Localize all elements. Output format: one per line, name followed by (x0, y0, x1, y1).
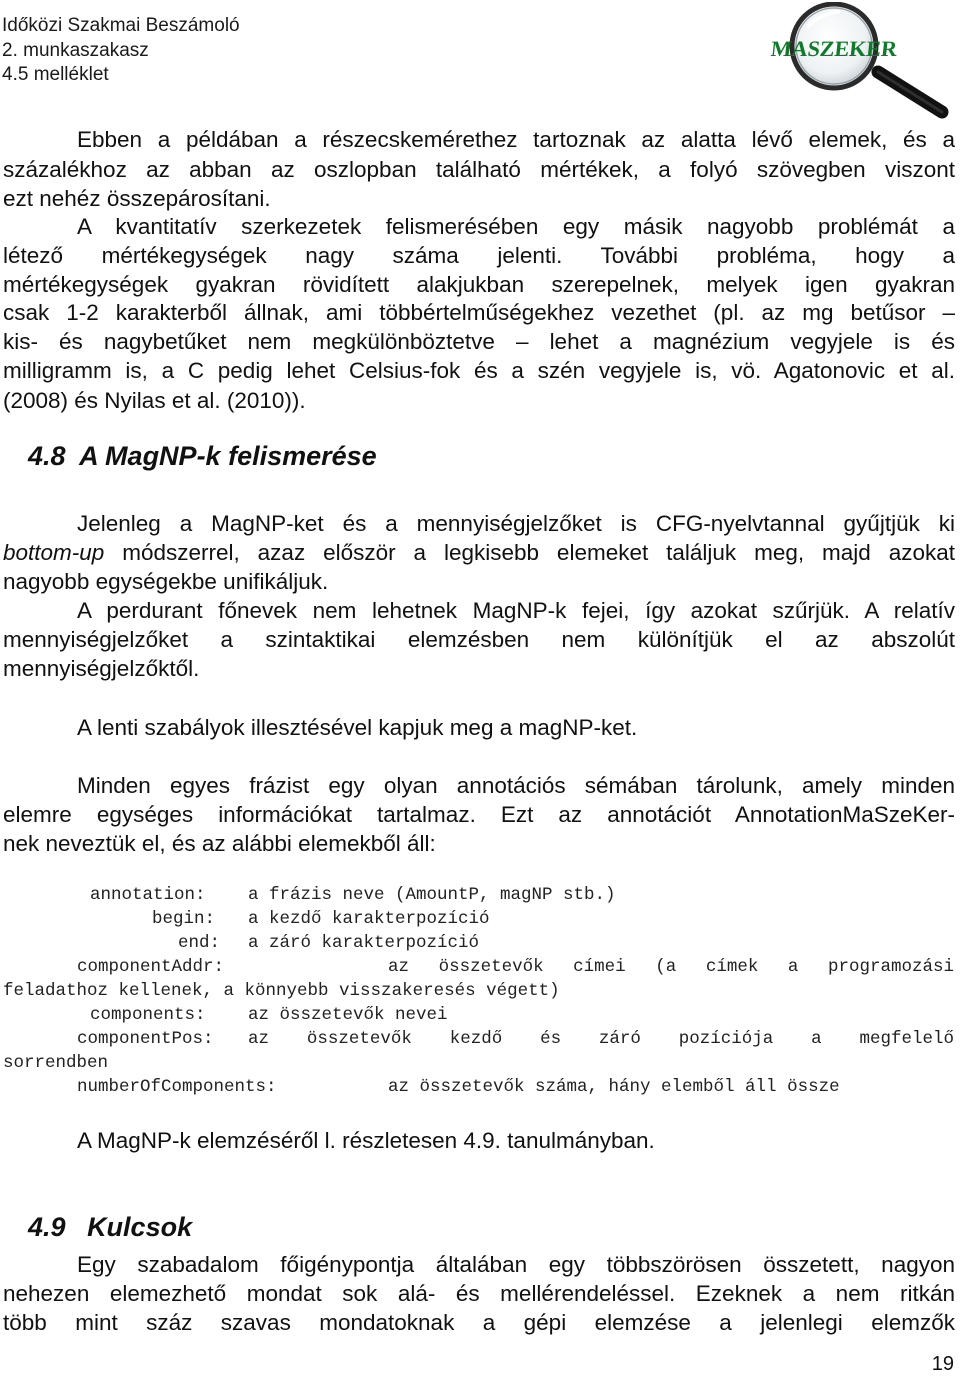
header-appendix: 4.5 melléklet (2, 64, 109, 85)
schema-desc: a kezdő karakterpozíció (248, 909, 490, 929)
text-line: milligramm is, a C pedig lehet Celsius-fok és a szén vegyjele is, vö. Agatonovic et al. (3, 358, 955, 383)
schema-key: components: (90, 1005, 206, 1025)
text-line: mennyiségjelzőktől. (3, 656, 200, 681)
text-line: Minden egyes frázist egy olyan annotációs sémában tárolunk, amely minden (77, 773, 955, 798)
text-line: ezt nehéz összepárosítani. (3, 186, 271, 211)
section-heading-4-9 (28, 1211, 192, 1243)
schema-desc-cont: feladathoz kellenek, a könnyebb visszakeresés végett) (3, 981, 560, 1001)
text-line: elemre egységes információkat tartalmaz. Ezt az annotációt AnnotationMaSzeKer- (3, 802, 955, 827)
text-line: bottom-up módszerrel, azaz először a legkisebb elemeket találjuk meg, majd azokat (3, 540, 955, 565)
text-line: százalékhoz az abban az oszlopban található mértékek, a folyó szövegben viszont (3, 157, 955, 182)
schema-key: componentAddr: (77, 957, 225, 977)
text-line: nagyobb egységekbe unifikáljuk. (3, 569, 329, 594)
header-title: Időközi Szakmai Beszámoló (2, 15, 240, 36)
text-line: kis- és nagybetűket nem megkülönböztetve – lehet a magnézium vegyjele is és (3, 329, 955, 354)
schema-desc: az összetevők nevei (248, 1005, 448, 1025)
schema-desc: az összetevők címei (a címek a programozási (388, 957, 954, 977)
schema-key: numberOfComponents: (77, 1077, 277, 1097)
text-line: A kvantitatív szerkezetek felismerésében egy másik nagyobb problémát a (77, 214, 955, 239)
section-number: 4.8 (28, 441, 66, 471)
schema-desc-cont: sorrendben (3, 1053, 109, 1073)
text-line: A perdurant főnevek nem lehetnek MagNP-k fejei, így azokat szűrjük. A relatív (77, 598, 955, 623)
italic-term: bottom-up (3, 540, 105, 565)
maszeker-logo (756, 2, 960, 120)
text-line: mennyiségjelzőket a szintaktikai elemzésben nem különítjük el az abszolút (3, 627, 955, 652)
schema-desc: az összetevők száma, hány elemből áll össze (388, 1077, 840, 1097)
text-line: több mint száz szavas mondatoknak a gépi elemzése a jelenlegi elemzők (3, 1310, 955, 1335)
text-line: nek neveztük el, és az alábbi elemekből áll: (3, 831, 436, 856)
header-phase: 2. munkaszakasz (2, 40, 149, 61)
section-number: 4.9 (28, 1212, 66, 1242)
text-line: Jelenleg a MagNP-ket és a mennyiségjelzőket is CFG-nyelvtannal gyűjtjük ki (77, 511, 955, 536)
section-title: A MagNP-k felismerése (79, 441, 377, 471)
schema-desc: az összetevők kezdő és záró pozíciója a megfelelő (248, 1029, 954, 1049)
text-line: Ebben a példában a részecskemérethez tartoznak az alatta lévő elemek, és a (77, 127, 955, 152)
schema-desc: a záró karakterpozíció (248, 933, 480, 953)
schema-key: begin: (152, 909, 216, 929)
logo-text: MASZEKER (769, 36, 899, 61)
paragraph-reference: A MagNP-k elemzéséről l. részletesen 4.9. tanulmányban. (77, 1128, 655, 1153)
text-line: létező mértékegységek nagy száma jelenti. További probléma, hogy a (3, 243, 955, 268)
text-line: mértékegységek gyakran rövidített alakjukban szerepelnek, melyek igen gyakran (3, 272, 955, 297)
paragraph-rules: A lenti szabályok illesztésével kapjuk meg a magNP-ket. (77, 715, 638, 740)
text-line: (2008) és Nyilas et al. (2010)). (3, 388, 306, 413)
schema-desc: a frázis neve (AmountP, magNP stb.) (248, 885, 616, 905)
section-title: Kulcsok (87, 1212, 193, 1242)
schema-key: end: (178, 933, 221, 953)
text-line: csak 1-2 karakterből állnak, ami többértelműségekhez vezethet (pl. az mg betűsor – (3, 300, 955, 325)
text-line: nehezen elemezhető mondat sok alá- és mellérendeléssel. Ezeknek a nem ritkán (3, 1281, 955, 1306)
section-heading-4-8 (28, 440, 377, 472)
schema-key: componentPos: (77, 1029, 214, 1049)
page-number: 19 (931, 1353, 954, 1375)
schema-key: annotation: (90, 885, 206, 905)
text-line: Egy szabadalom főigénypontja általában egy többszörösen összetett, nagyon (77, 1252, 955, 1277)
